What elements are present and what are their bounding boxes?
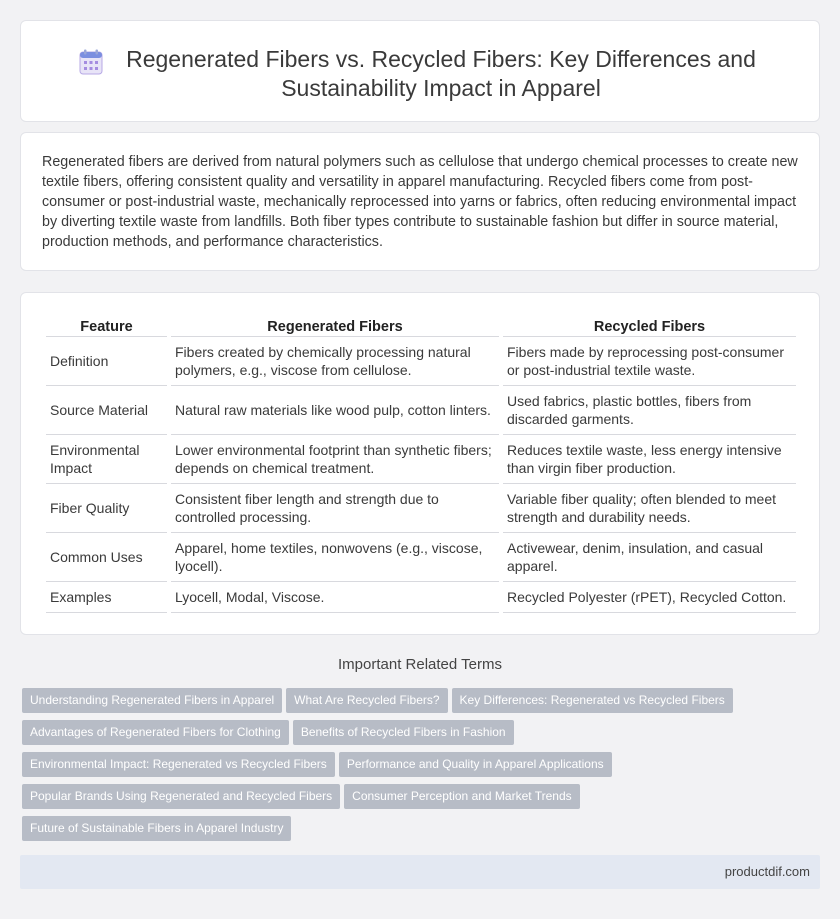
title-wrap xyxy=(21,45,821,103)
intro-paragraph: Regenerated fibers are derived from natural polymers such as cellulose that undergo chemical processes to create new textile fibers, offering consistent quality and versatility in apparel manufacturing. Recycled fibers come from post-consumer or post-industrial waste, mechanically reprocessed into yarns or fabrics, often reducing environmental impact by diverting textile waste from landfills. Both fiber types contribute to sustainable fashion but differ in source material, production methods, and performance characteristics. xyxy=(42,154,798,250)
cell-feature: Environmental Impact xyxy=(46,435,167,484)
tag-row xyxy=(22,816,822,848)
site-credit[interactable]: productdif.com xyxy=(724,864,810,879)
table-row xyxy=(46,435,796,484)
cell-regenerated: Consistent fiber length and strength due to controlled processing. xyxy=(171,484,499,533)
related-term-tag[interactable]: Environmental Impact: Regenerated vs Recycled Fibers xyxy=(22,752,335,777)
header-feature: Feature xyxy=(46,314,167,337)
comparison-table xyxy=(42,314,800,613)
tag-row xyxy=(22,720,822,752)
related-term-tag[interactable]: Consumer Perception and Market Trends xyxy=(344,784,579,809)
table-row xyxy=(46,337,796,386)
related-terms-list xyxy=(22,688,822,848)
cell-recycled: Fibers made by reprocessing post-consumer or post-industrial textile waste. xyxy=(503,337,796,386)
cell-regenerated: Fibers created by chemically processing natural polymers, e.g., viscose from cellulose. xyxy=(171,337,499,386)
comparison-table-card xyxy=(20,292,820,635)
cell-recycled: Used fabrics, plastic bottles, fibers from discarded garments. xyxy=(503,386,796,435)
cell-feature: Definition xyxy=(46,337,167,386)
footer-bar xyxy=(20,855,820,889)
tag-row xyxy=(22,752,822,784)
cell-regenerated: Lyocell, Modal, Viscose. xyxy=(171,582,499,613)
table-header-row xyxy=(46,314,796,337)
tag-row xyxy=(22,784,822,816)
cell-feature: Fiber Quality xyxy=(46,484,167,533)
related-term-tag[interactable]: Benefits of Recycled Fibers in Fashion xyxy=(293,720,514,745)
cell-feature: Examples xyxy=(46,582,167,613)
table-row xyxy=(46,582,796,613)
related-term-tag[interactable]: What Are Recycled Fibers? xyxy=(286,688,447,713)
cell-recycled: Recycled Polyester (rPET), Recycled Cotton. xyxy=(503,582,796,613)
table-row xyxy=(46,484,796,533)
related-term-tag[interactable]: Advantages of Regenerated Fibers for Clothing xyxy=(22,720,289,745)
cell-recycled: Activewear, denim, insulation, and casual apparel. xyxy=(503,533,796,582)
cell-regenerated: Natural raw materials like wood pulp, cotton linters. xyxy=(171,386,499,435)
related-term-tag[interactable]: Popular Brands Using Regenerated and Recycled Fibers xyxy=(22,784,340,809)
cell-regenerated: Apparel, home textiles, nonwovens (e.g., viscose, lyocell). xyxy=(171,533,499,582)
related-term-tag[interactable]: Performance and Quality in Apparel Applications xyxy=(339,752,612,777)
calendar-icon xyxy=(79,49,103,75)
cell-recycled: Reduces textile waste, less energy intensive than virgin fiber production. xyxy=(503,435,796,484)
related-term-tag[interactable]: Future of Sustainable Fibers in Apparel Industry xyxy=(22,816,291,841)
table-row xyxy=(46,386,796,435)
cell-feature: Source Material xyxy=(46,386,167,435)
header-recycled: Recycled Fibers xyxy=(503,314,796,337)
cell-feature: Common Uses xyxy=(46,533,167,582)
page-title: Regenerated Fibers vs. Recycled Fibers: Key Differences and Sustainability Impact in Apparel xyxy=(126,46,756,101)
cell-regenerated: Lower environmental footprint than synthetic fibers; depends on chemical treatment. xyxy=(171,435,499,484)
related-term-tag[interactable]: Understanding Regenerated Fibers in Apparel xyxy=(22,688,282,713)
cell-recycled: Variable fiber quality; often blended to meet strength and durability needs. xyxy=(503,484,796,533)
related-terms-heading: Important Related Terms xyxy=(338,656,502,673)
related-term-tag[interactable]: Key Differences: Regenerated vs Recycled Fibers xyxy=(452,688,733,713)
header-regenerated: Regenerated Fibers xyxy=(171,314,499,337)
intro-card xyxy=(20,132,820,271)
header-card xyxy=(20,20,820,122)
tag-row xyxy=(22,688,822,720)
table-row xyxy=(46,533,796,582)
